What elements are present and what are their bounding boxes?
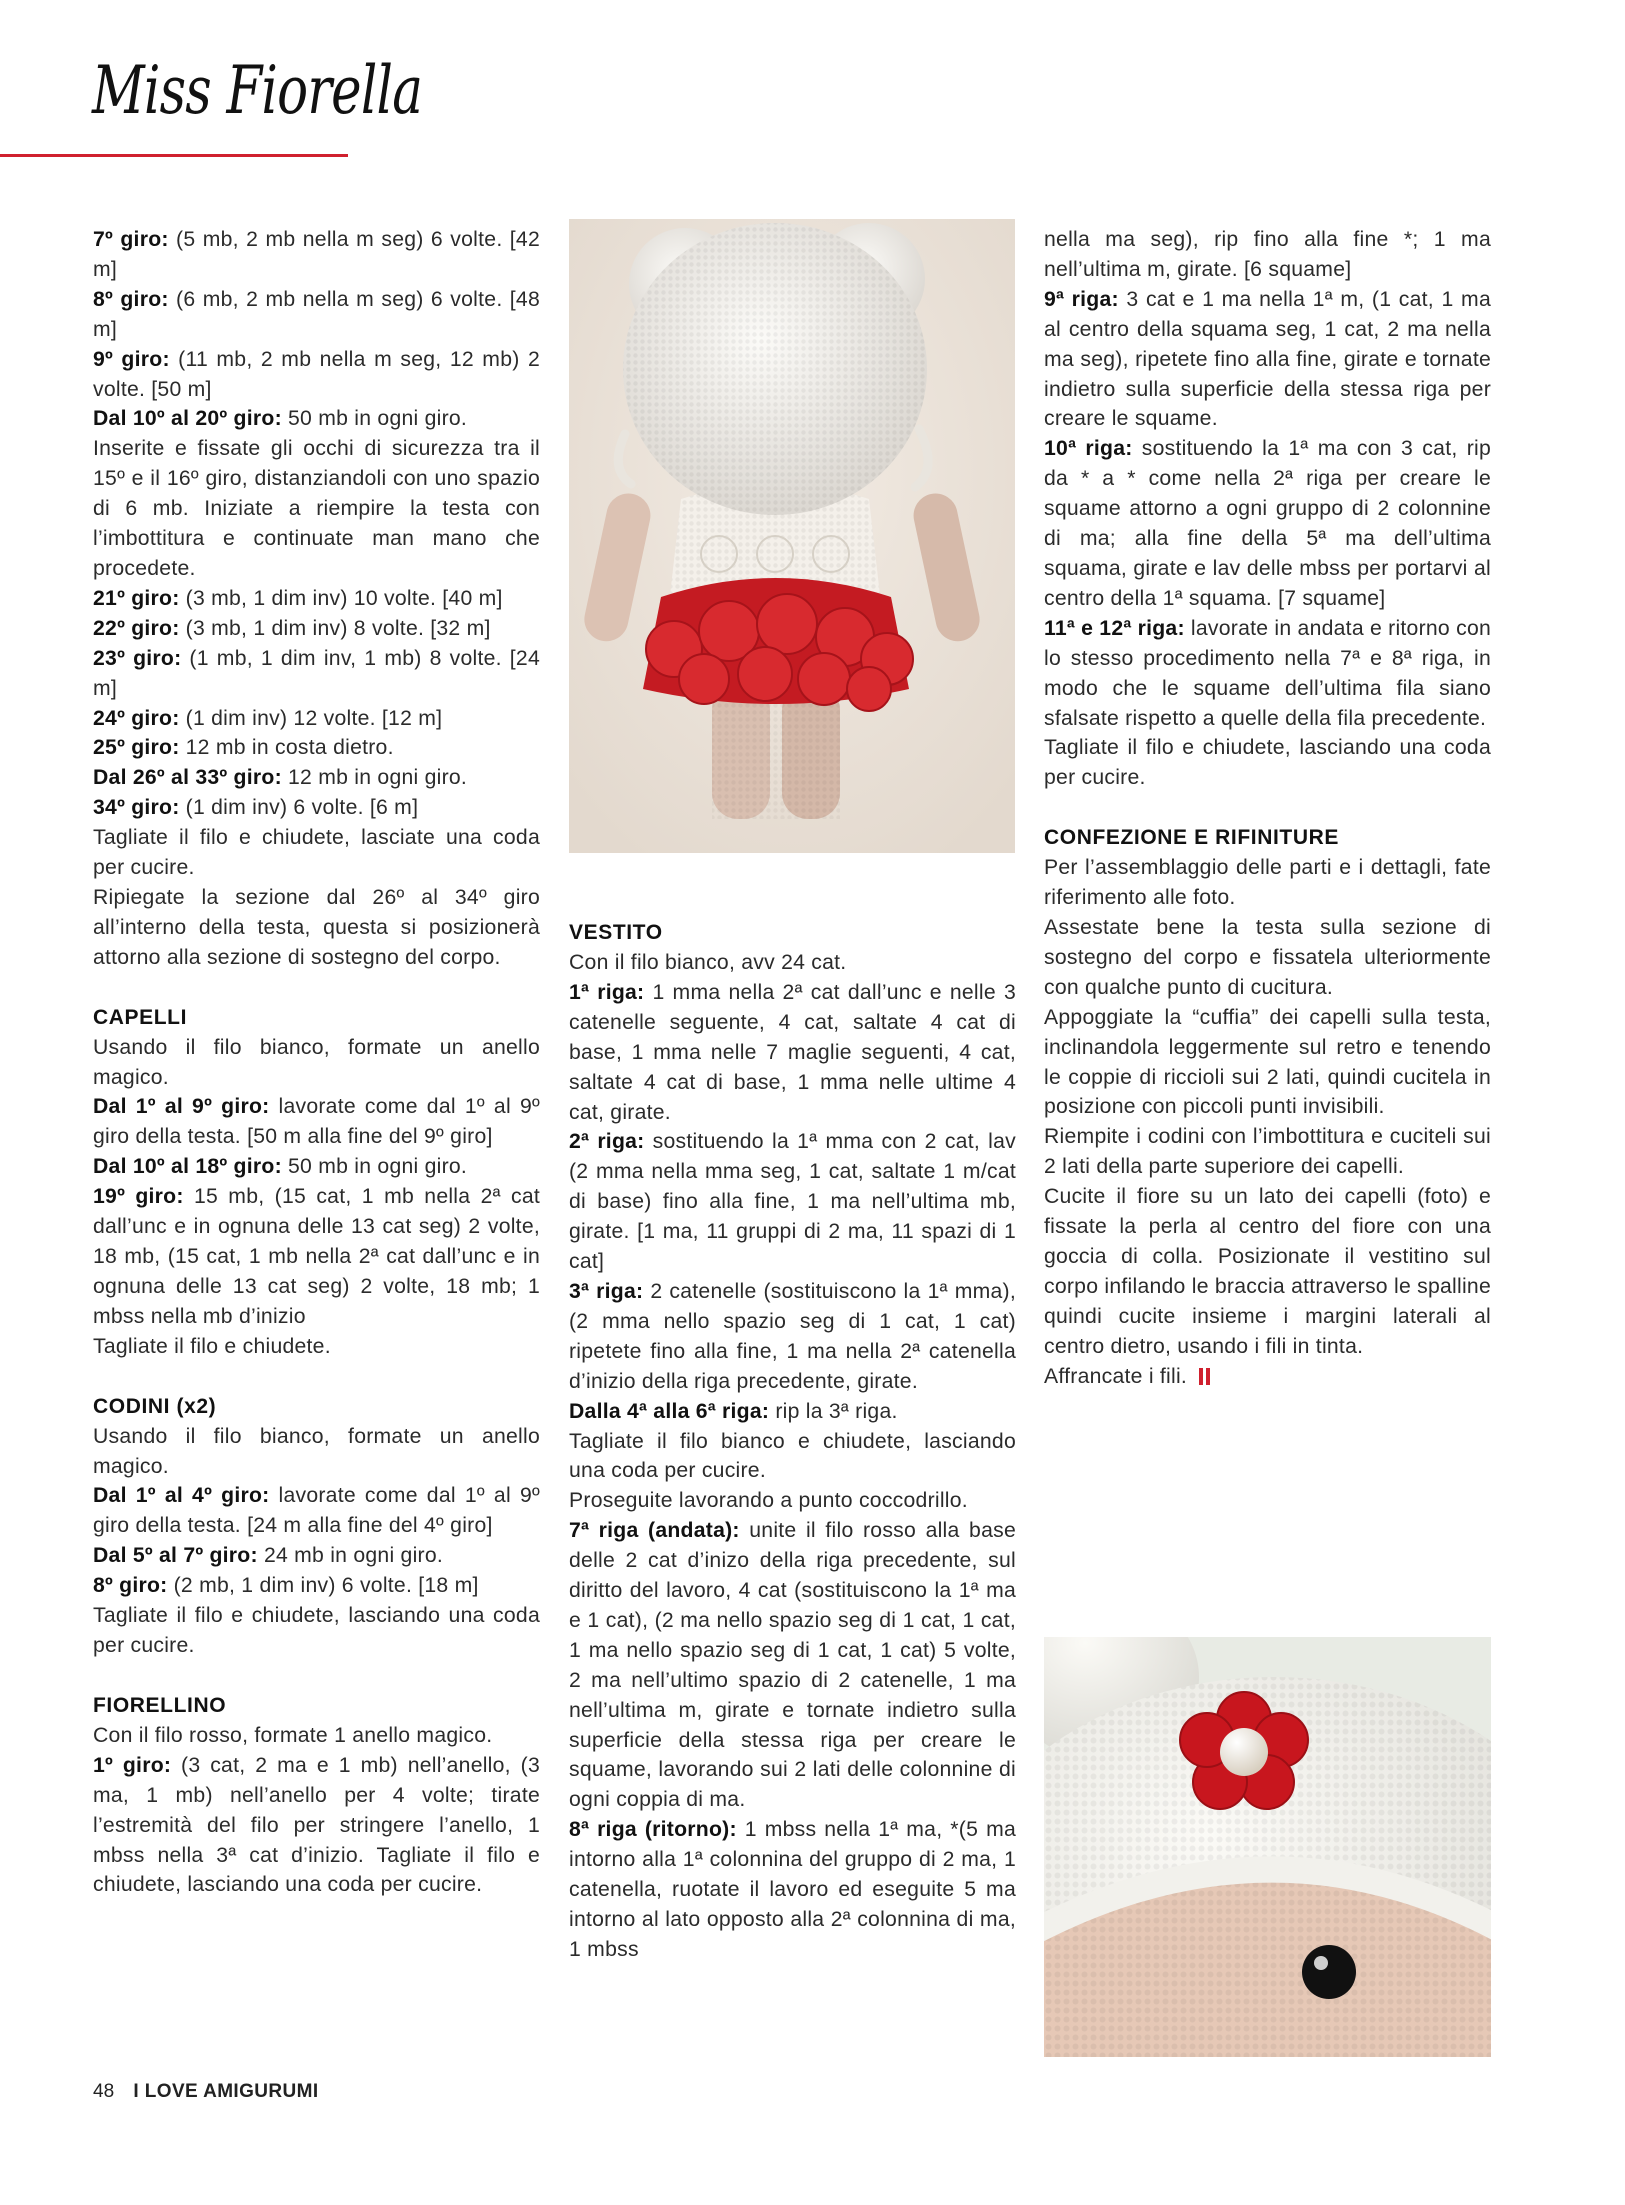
instruction-paragraph [569, 948, 1016, 978]
instruction-paragraph [93, 1182, 540, 1332]
step-label: 23º giro: [93, 646, 182, 670]
step-label: 7º giro: [93, 228, 169, 251]
step-text: Con il filo rosso, formate 1 anello magico. [93, 1723, 493, 1747]
instruction-paragraph [569, 1486, 1016, 1516]
step-text: (6 mb, 2 mb nella m seg) 6 volte. [48 m] [93, 287, 540, 341]
paragraph-gap [93, 1661, 540, 1691]
instruction-paragraph [93, 763, 540, 793]
paragraph-gap [1044, 793, 1491, 823]
step-text: (1 dim inv) 12 volte. [12 m] [179, 706, 443, 730]
step-text: 15 mb, (15 cat, 1 mb nella 2ª cat dall’unc e in ognuna delle 13 cat seg) 2 volte, 18 mb, (15 cat, 1 mb nella 2ª cat dall’unc e in ognuna delle 13 cat seg) 2 volte, 18 mb; 1 mbss nella mb d’inizio [93, 1185, 541, 1328]
step-text: (1 mb, 1 dim inv, 1 mb) 8 volte. [24 m] [93, 646, 541, 700]
article-end-mark [1199, 1368, 1203, 1385]
page-number: 48 [93, 2081, 115, 2102]
section-heading: FIORELLINO [93, 1693, 227, 1717]
doll-back-illustration [569, 219, 1015, 853]
step-text: (5 mb, 2 mb nella m seg) 6 volte. [42 m] [93, 228, 540, 281]
step-text: Con il filo bianco, avv 24 cat. [569, 951, 847, 974]
instruction-paragraph [93, 584, 540, 614]
instruction-paragraph [1044, 285, 1491, 435]
text-column-right [1044, 225, 1491, 1392]
step-text: 50 mb in ogni giro. [281, 407, 468, 431]
step-text: 3 cat e 1 ma nella 1ª m, (1 cat, 1 ma al centro della squama seg, 1 cat, 2 ma nella ma seg), ripetete fino alla fine, girate e tornate indietro sulla superficie della stessa riga per creare le squame. [1044, 287, 1491, 431]
step-text: rip la 3ª riga. [769, 1399, 898, 1423]
step-label: 25º giro: [93, 736, 180, 760]
instruction-paragraph [93, 644, 540, 704]
step-text: 50 mb in ogni giro. [281, 1155, 468, 1179]
instruction-paragraph [93, 1033, 540, 1093]
instruction-paragraph [93, 1152, 540, 1182]
step-text: nella ma seg), rip fino alla fine *; 1 ma nell’ultima m, girate. [6 squame] [1044, 228, 1491, 281]
step-label: 21º giro: [93, 586, 180, 610]
instruction-paragraph [1044, 1182, 1491, 1361]
step-text: 1 mbss nella 1ª ma, *(5 ma intorno alla 1ª colonnina del gruppo di 2 ma, 1 catenella, ruotate il lavoro ed eseguite 5 ma intorno al lato opposto alla 2ª colonnina di ma, 1 mbss [569, 1818, 1016, 1961]
instruction-paragraph [1044, 225, 1491, 285]
step-text: unite il filo rosso alla base delle 2 cat d’inizo della riga precedente, sul diritto del lavoro, 4 cat (sostituiscono la 1ª ma e 1 cat), (2 ma nello spazio seg di 1 cat, 1 cat, 1 ma nello spazio seg di 1 cat, 1 cat) 5 volte, 2 ma nell’ultimo spazio di 2 catenelle, 1 ma nell’ultima m, girate e tornate indietro sulla superficie della stessa riga per creare le squame, lavorando sui 2 lati delle colonnine di ogni coppia di ma. [569, 1519, 1017, 1812]
instruction-paragraph [93, 823, 540, 883]
instruction-paragraph [93, 1332, 540, 1362]
step-label: 34º giro: [93, 796, 180, 820]
step-text: 12 mb in costa dietro. [179, 736, 394, 760]
step-text: 24 mb in ogni giro. [257, 1544, 444, 1568]
step-text: lavorate in andata e ritorno con lo stesso procedimento nella 7ª e 8ª riga, in modo che le squame dell’ultima fila siano sfalsate rispetto a quelle della fila precedente. [1044, 616, 1492, 730]
step-text: lavorate come dal 1º al 9º giro della testa. [50 m alla fine del 9º giro] [93, 1095, 540, 1149]
step-label: 9ª riga: [1044, 287, 1119, 311]
step-text: Proseguite lavorando a punto coccodrillo. [569, 1489, 968, 1513]
step-label: Dal 1º al 4º giro: [93, 1484, 270, 1508]
step-label: 7ª riga (andata): [569, 1519, 740, 1543]
paragraph-gap [93, 973, 540, 1003]
instruction-paragraph [569, 1815, 1016, 1965]
instruction-paragraph [93, 1721, 540, 1751]
step-text: Ripiegate la sezione dal 26º al 34º giro all’interno della testa, questa si posizionerà attorno alla sezione di sostegno del corpo. [93, 885, 540, 969]
instruction-paragraph [93, 1571, 540, 1601]
step-text: sostituendo la 1ª ma con 3 cat, rip da * a * come nella 2ª riga per creare le squame attorno a ogni gruppo di 2 colonnine di ma; alla fine della 5ª ma dell’ultima squama, girate e lav delle mbss per portarvi al centro della 1ª squama. [7 squame] [1044, 437, 1491, 610]
instruction-paragraph [93, 225, 540, 285]
title-rule [0, 154, 348, 157]
step-label: 1º giro: [93, 1753, 172, 1777]
instruction-paragraph [93, 704, 540, 734]
step-label: Dalla 4ª alla 6ª riga: [569, 1399, 770, 1423]
step-text: (3 mb, 1 dim inv) 8 volte. [32 m] [179, 616, 491, 640]
step-text: Riempite i codini con l’imbottitura e cuciteli sui 2 lati della parte superiore dei capelli. [1044, 1125, 1491, 1179]
instruction-paragraph [569, 1516, 1016, 1815]
page-footer [93, 2081, 319, 2103]
instruction-paragraph [1044, 434, 1491, 613]
instruction-paragraph [93, 1481, 540, 1541]
instruction-paragraph [93, 1751, 540, 1901]
step-label: 19º giro: [93, 1185, 184, 1209]
instruction-paragraph [93, 285, 540, 345]
instruction-paragraph [1044, 1122, 1491, 1182]
instruction-paragraph [93, 733, 540, 763]
step-text: 12 mb in ogni giro. [281, 766, 468, 790]
instruction-paragraph [569, 1277, 1016, 1397]
doll-back-photo [569, 219, 1015, 853]
step-text: Per l’assemblaggio delle parti e i dettagli, fate riferimento alle foto. [1044, 856, 1491, 910]
step-text: (1 dim inv) 6 volte. [6 m] [179, 796, 419, 820]
instruction-paragraph [93, 614, 540, 644]
paragraph-gap [93, 1362, 540, 1392]
step-text: 2 catenelle (sostituiscono la 1ª mma), (2 mma nello spazio seg di 1 cat, 1 cat) ripetete fino alla fine, 1 ma nella 2ª catenella d’inizio della riga precedente, girate. [569, 1279, 1016, 1393]
step-label: 11ª e 12ª riga: [1044, 616, 1185, 640]
instruction-paragraph [569, 978, 1016, 1128]
text-column-left [93, 225, 540, 1900]
step-label: 1ª riga: [569, 980, 645, 1004]
flower-detail-illustration [1044, 1637, 1491, 2057]
instruction-paragraph [93, 404, 540, 434]
step-text: Tagliate il filo bianco e chiudete, lasciando una coda per cucire. [569, 1429, 1016, 1483]
instruction-paragraph [1044, 853, 1491, 913]
step-text: Usando il filo bianco, formate un anello magico. [93, 1424, 540, 1478]
instruction-paragraph [1044, 913, 1491, 1003]
step-label: 2ª riga: [569, 1130, 645, 1154]
step-label: Dal 26º al 33º giro: [93, 766, 282, 790]
step-text: Tagliate il filo e chiudete, lasciando una coda per cucire. [1044, 736, 1491, 790]
instruction-paragraph [93, 434, 540, 584]
instruction-paragraph [93, 793, 540, 823]
step-label: Dal 10º al 18º giro: [93, 1155, 282, 1179]
step-text: 1 mma nella 2ª cat dall’unc e nelle 3 catenelle seguente, 4 cat, saltate 4 cat di base, 1 mma nelle 7 maglie seguenti, 4 cat, saltate 4 cat di base, 1 mma nelle ultime 4 cat, girate. [569, 980, 1016, 1124]
step-label: 8º giro: [93, 1574, 168, 1598]
step-text: Tagliate il filo e chiudete. [93, 1334, 331, 1358]
step-label: 8º giro: [93, 287, 169, 311]
step-label: 22º giro: [93, 616, 180, 640]
step-text: Inserite e fissate gli occhi di sicurezza tra il 15º e il 16º giro, distanziandoli con uno spazio di 6 mb. Iniziate a riempire la testa con l’imbottitura e continuate man mano che procedete. [93, 437, 540, 580]
step-text: Usando il filo bianco, formate un anello magico. [93, 1035, 540, 1089]
step-label: Dal 1º al 9º giro: [93, 1095, 270, 1119]
instruction-paragraph [1044, 733, 1491, 793]
instruction-paragraph [93, 1601, 540, 1661]
instruction-paragraph [93, 883, 540, 973]
step-label: 3ª riga: [569, 1279, 644, 1303]
step-label: Dal 5º al 7º giro: [93, 1544, 258, 1568]
instruction-paragraph [93, 1422, 540, 1482]
step-text: Cucite il fiore su un lato dei capelli (foto) e fissate la perla al centro del fiore con una goccia di colla. Posizionate il vestitino sul corpo infilando le braccia attraverso le spalline quindi cucite insieme i margini laterali al centro dietro, usando i fili in tinta. [1044, 1185, 1491, 1358]
step-label: 9º giro: [93, 347, 170, 371]
text-column-middle [569, 918, 1016, 1965]
step-text: (3 mb, 1 dim inv) 10 volte. [40 m] [179, 586, 503, 610]
step-label: 8ª riga (ritorno): [569, 1818, 737, 1842]
step-text: Tagliate il filo e chiudete, lasciando una coda per cucire. [93, 1604, 540, 1657]
step-text: Appoggiate la “cuffia” dei capelli sulla testa, inclinandola leggermente sul retro e tenendo le coppie di riccioli sui 2 lati, quindi cucitela in posizione con piccoli punti invisibili. [1044, 1005, 1491, 1119]
step-text: sostituendo la 1ª mma con 2 cat, lav (2 mma nella mma seg, 1 cat, saltate 1 m/cat di base) fino alla fine, 1 ma nell’ultima mb, girate. [1 ma, 11 gruppi di 2 ma, 11 spazi di 1 cat] [569, 1130, 1016, 1274]
instruction-paragraph [93, 1092, 540, 1152]
section-heading: CODINI (x2) [93, 1394, 217, 1418]
instruction-paragraph [93, 345, 540, 405]
instruction-paragraph [569, 1397, 1016, 1427]
step-text: (2 mb, 1 dim inv) 6 volte. [18 m] [167, 1574, 479, 1598]
step-text: (3 cat, 2 ma e 1 mb) nell’anello, (3 ma, 1 mb) nell’anello per 4 volte; tirate l’estremità del filo per stringere l’anello, 1 mbss nella 3ª cat d’inizio. Tagliate il filo e chiudete, lasciando una coda per cucire. [93, 1753, 540, 1897]
step-text: (11 mb, 2 mb nella m seg, 12 mb) 2 volte. [50 m] [93, 347, 540, 401]
section-heading: CAPELLI [93, 1005, 188, 1029]
step-text: Affrancate i fili. [1044, 1364, 1188, 1388]
instruction-paragraph [1044, 614, 1491, 734]
magazine-name: I LOVE AMIGURUMI [133, 2081, 319, 2102]
step-text: lavorate come dal 1º al 9º giro della testa. [24 m alla fine del 4º giro] [93, 1484, 540, 1538]
instruction-paragraph [93, 1541, 540, 1571]
section-heading: CONFEZIONE E RIFINITURE [1044, 826, 1339, 850]
section-heading: VESTITO [569, 921, 663, 944]
step-text: Tagliate il filo e chiudete, lasciate una coda per cucire. [93, 826, 540, 880]
instruction-paragraph [1044, 1362, 1491, 1392]
flower-detail-photo [1044, 1637, 1491, 2057]
page-title: Miss Fiorella [92, 52, 423, 129]
step-label: Dal 10º al 20º giro: [93, 407, 282, 431]
step-label: 24º giro: [93, 706, 180, 730]
instruction-paragraph [1044, 1003, 1491, 1123]
step-text: Assestate bene la testa sulla sezione di sostegno del corpo e fissatela ulteriormente con qualche punto di cucitura. [1044, 916, 1491, 999]
instruction-paragraph [569, 1127, 1016, 1277]
instruction-paragraph [569, 1427, 1016, 1487]
step-label: 10ª riga: [1044, 437, 1133, 461]
